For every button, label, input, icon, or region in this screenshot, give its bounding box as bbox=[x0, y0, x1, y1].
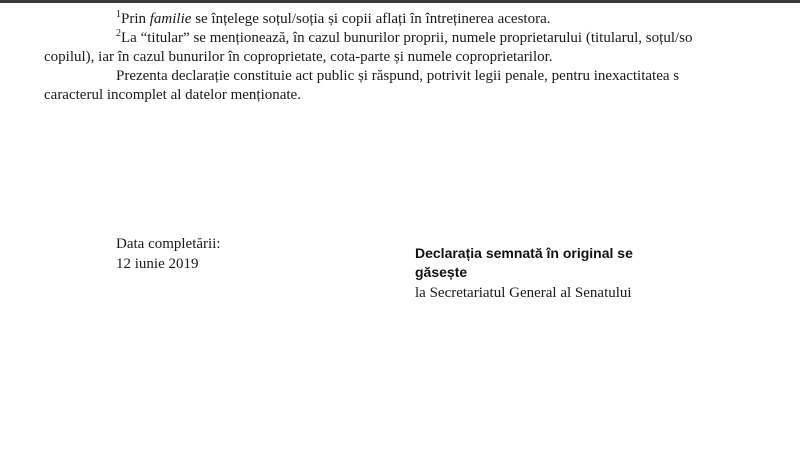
footnote-1-text: se înțelege soțul/soția și copii aflați în întreținerea acestora. bbox=[191, 11, 551, 27]
signature-note-line-2: găsește bbox=[415, 264, 468, 280]
completion-date-label: Data completării: bbox=[116, 236, 221, 252]
footnote-1 bbox=[44, 10, 800, 29]
footnote-2-line-1 bbox=[44, 29, 800, 48]
signature-note-block bbox=[415, 244, 715, 303]
footnote-2-marker: 2 bbox=[116, 28, 121, 39]
completion-date-block bbox=[116, 234, 221, 274]
signature-note-line-3: la Secretariatul General al Senatului bbox=[415, 285, 632, 301]
signature-note-line-1: Declarația semnată în original se bbox=[415, 245, 633, 261]
footnote-1-marker: 1 bbox=[116, 9, 121, 20]
declaration-line-1: Prezenta declarație constituie act public și răspund, potrivit legii penale, pentru inexactitatea s bbox=[116, 68, 680, 84]
top-border-line bbox=[0, 0, 800, 3]
footnote-1-emphasis: familie bbox=[149, 11, 192, 27]
footnote-1-prefix: Prin bbox=[121, 11, 150, 27]
footnote-2-text-1: La “titular” se menționează, în cazul bunurilor proprii, numele proprietarului (titularul, soțul/so bbox=[121, 30, 693, 46]
declaration-line-2: caracterul incomplet al datelor menționate. bbox=[44, 87, 301, 103]
completion-date-value: 12 iunie 2019 bbox=[116, 256, 199, 272]
footnotes-section bbox=[44, 10, 800, 105]
footnote-2-line-2: copilul), iar în cazul bunurilor în coproprietate, cota-parte și numele coproprietarilor. bbox=[44, 49, 553, 65]
